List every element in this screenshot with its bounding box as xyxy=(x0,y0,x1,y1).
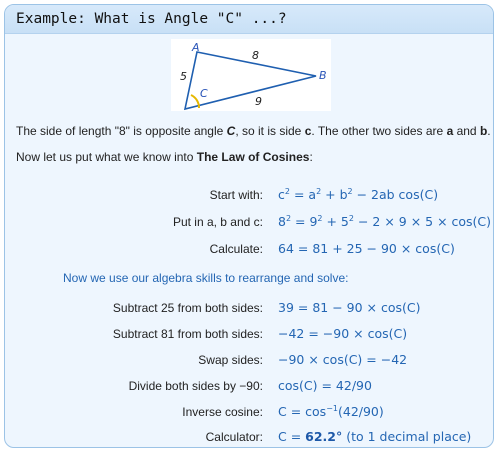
step-equation: $c^2 = a^2 + b^2 - 2ab$ cos(C) xyxy=(278,187,439,202)
intro-text-1: The side of length "8" is opposite angle xyxy=(16,124,227,138)
algebra-subheading: Now we use our algebra skills to rearrange and solve: xyxy=(63,271,349,285)
side-ab-label: 8 xyxy=(252,49,259,62)
step-subtract-81 xyxy=(5,326,494,342)
vertex-c-label: C xyxy=(200,87,208,100)
step-equation: $C = \cos^{-1}(42/90)$ xyxy=(278,404,384,419)
intro-side: c xyxy=(304,124,312,138)
triangle-diagram xyxy=(171,39,331,111)
step-calculator xyxy=(5,429,494,445)
intro-text-3: . The other two sides are xyxy=(311,124,447,138)
triangle-figure xyxy=(171,39,331,111)
intro-side-b: b xyxy=(479,124,488,138)
step-label: Calculator: xyxy=(205,430,263,444)
intro-side-a: a xyxy=(446,124,454,138)
step-label: Put in a, b and c: xyxy=(172,215,263,229)
law-name: The Law of Cosines xyxy=(196,150,310,164)
example-card xyxy=(4,4,494,448)
step-inverse-cosine xyxy=(5,404,494,420)
step-equation: −42 = −90 × cos(C) xyxy=(278,326,408,341)
vertex-a-label: A xyxy=(192,41,200,54)
example-title: Example: What is Angle "C" ...? xyxy=(5,5,493,34)
vertex-b-label: B xyxy=(319,69,327,82)
step-label: Subtract 25 from both sides: xyxy=(112,301,263,315)
side-ac-label: 5 xyxy=(180,70,187,83)
final-answer: 62.2° xyxy=(305,429,343,444)
intro-text-2: , so it is side xyxy=(235,124,305,138)
step-subtract-25 xyxy=(5,300,494,316)
step-label: Divide both sides by −90: xyxy=(128,379,263,393)
step-equation: 64 = 81 + 25 − 90 × cos(C) xyxy=(278,241,455,256)
step-label: Inverse cosine: xyxy=(182,405,263,419)
step-start-with xyxy=(5,187,494,203)
step-label: Start with: xyxy=(209,188,263,202)
law-text-2: : xyxy=(309,150,313,164)
intro-angle: C xyxy=(226,124,236,138)
triangle-shape xyxy=(185,52,316,109)
step-calculate xyxy=(5,241,494,257)
step-equation: cos(C) = 42/90 xyxy=(278,378,372,393)
side-cb-label: 9 xyxy=(255,95,262,108)
intro-text-4: and xyxy=(453,124,480,138)
step-label: Subtract 81 from both sides: xyxy=(112,327,263,341)
step-equation: −90 × cos(C) = −42 xyxy=(278,352,408,367)
step-equation: $8^2 = 9^2 + 5^2 - 2 \times 9 \times 5 \times \cos(C)$ xyxy=(278,214,492,229)
step-label: Swap sides: xyxy=(198,353,263,367)
step-put-in xyxy=(5,214,494,230)
step-divide xyxy=(5,378,494,394)
intro-text-5: . xyxy=(487,124,491,138)
law-paragraph xyxy=(16,150,313,164)
step-label: Calculate: xyxy=(209,242,263,256)
step-equation: C = 62.2° (to 1 decimal place) xyxy=(278,429,472,444)
intro-paragraph xyxy=(16,124,491,138)
step-swap-sides xyxy=(5,352,494,368)
step-equation: 39 = 81 − 90 × cos(C) xyxy=(278,300,421,315)
law-text-1: Now let us put what we know into xyxy=(16,150,197,164)
